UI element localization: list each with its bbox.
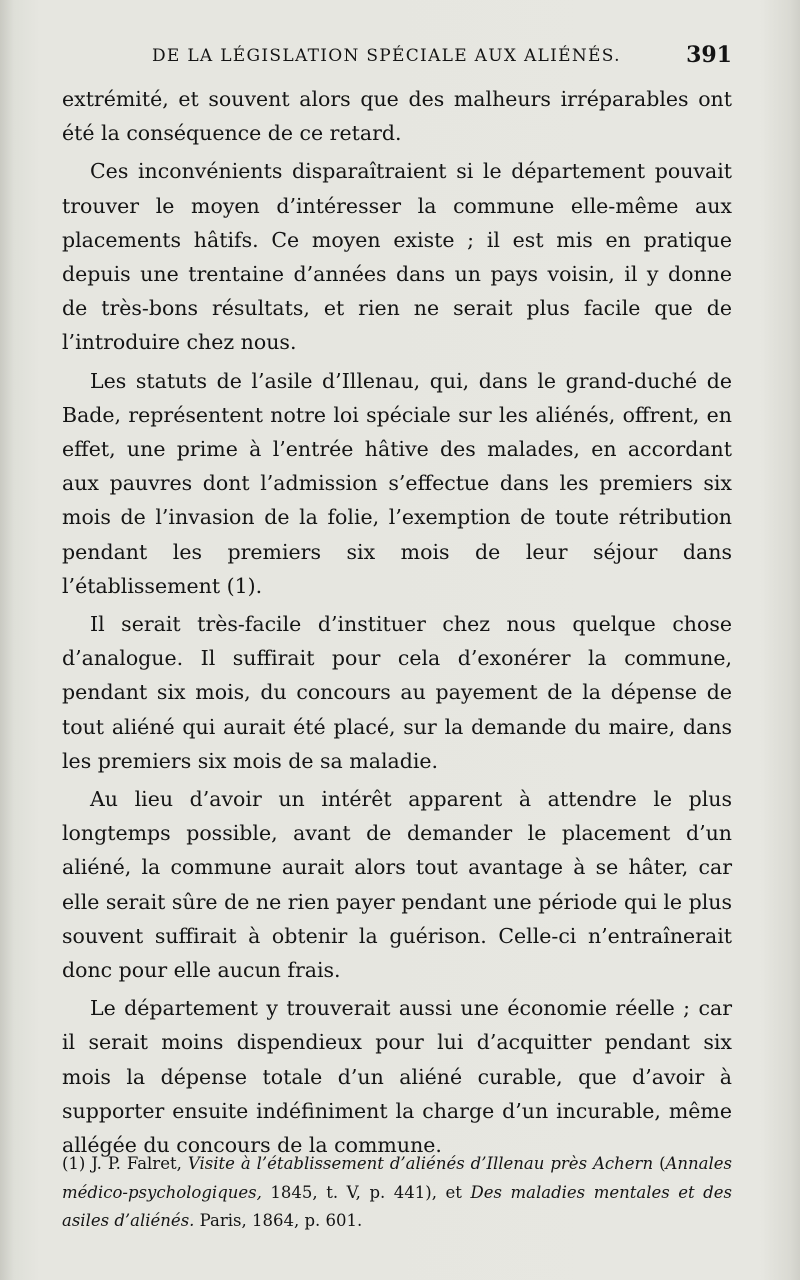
page-number: 391 xyxy=(686,42,732,68)
footnote-book: Des maladies mentales et des asiles d’aliénés. xyxy=(62,1182,732,1230)
footnote xyxy=(62,1150,732,1236)
footnote-title: Visite à l’établissement d’aliénés d’Illenau près Achern xyxy=(187,1154,654,1173)
footnote-paren-open: ( xyxy=(659,1154,666,1173)
footnote-citation: 1845, t. V, p. 441), et xyxy=(270,1182,462,1202)
paragraph-1: extrémité, et souvent alors que des malheurs irréparables ont été la conséquence de ce retard. xyxy=(62,87,732,146)
page-header xyxy=(60,42,732,76)
paragraph-4: Il serait très-facile d’instituer chez nous quelque chose d’analogue. Il suffirait pour cela d’exonérer la commune, pendant six mois, du concours au payement de la dépense de tout aliéné qui aurait été placé, sur la demande du maire, dans les premiers six mois de sa maladie. xyxy=(62,612,732,773)
paragraph-3: Les statuts de l’asile d’Illenau, qui, dans le grand-duché de Bade, représentent notre loi spéciale sur les aliénés, offrent, en effet, une prime à l’entrée hâtive des malades, en accordant aux pauvres dont l’admission s’effectue dans les premiers six mois de l’invasion de la folie, l’exemption de toute rétribution pendant les premiers six mois de leur séjour dans l’établissement (1). xyxy=(62,368,732,598)
running-title: DE LA LÉGISLATION SPÉCIALE AUX ALIÉNÉS. xyxy=(152,46,621,66)
footnote-journal: Annales médico-psychologiques, xyxy=(62,1154,733,1202)
footnote-marker: (1) J. P. Falret, xyxy=(62,1154,182,1173)
body-text xyxy=(62,82,732,1166)
footnote-publication: Paris, 1864, p. 601. xyxy=(199,1211,363,1230)
paragraph-6: Le département y trouverait aussi une économie réelle ; car il serait moins dispendieux pour lui d’acquitter pendant six mois la dépense totale d’un aliéné curable, que d’avoir à supporter ensuite indéfiniment la charge d’un incurable, même allégée du concours de la commune. xyxy=(62,996,732,1158)
paragraph-5: Au lieu d’avoir un intérêt apparent à attendre le plus longtemps possible, avant de demander le placement d’un aliéné, la commune aurait alors tout avantage à se hâter, car elle serait sûre de ne rien payer pendant une période qui le plus souvent suffirait à obtenir la guérison. Celle-ci n’entraînerait donc pour elle aucun frais. xyxy=(62,787,732,983)
paragraph-2: Ces inconvénients disparaîtraient si le département pouvait trouver le moyen d’intéresser la commune elle-même aux placements hâtifs. Ce moyen existe ; il est mis en pratique depuis une trentaine d’années dans un pays voisin, il y donne de très-bons résultats, et rien ne serait plus facile que de l’introduire chez nous. xyxy=(62,159,732,355)
